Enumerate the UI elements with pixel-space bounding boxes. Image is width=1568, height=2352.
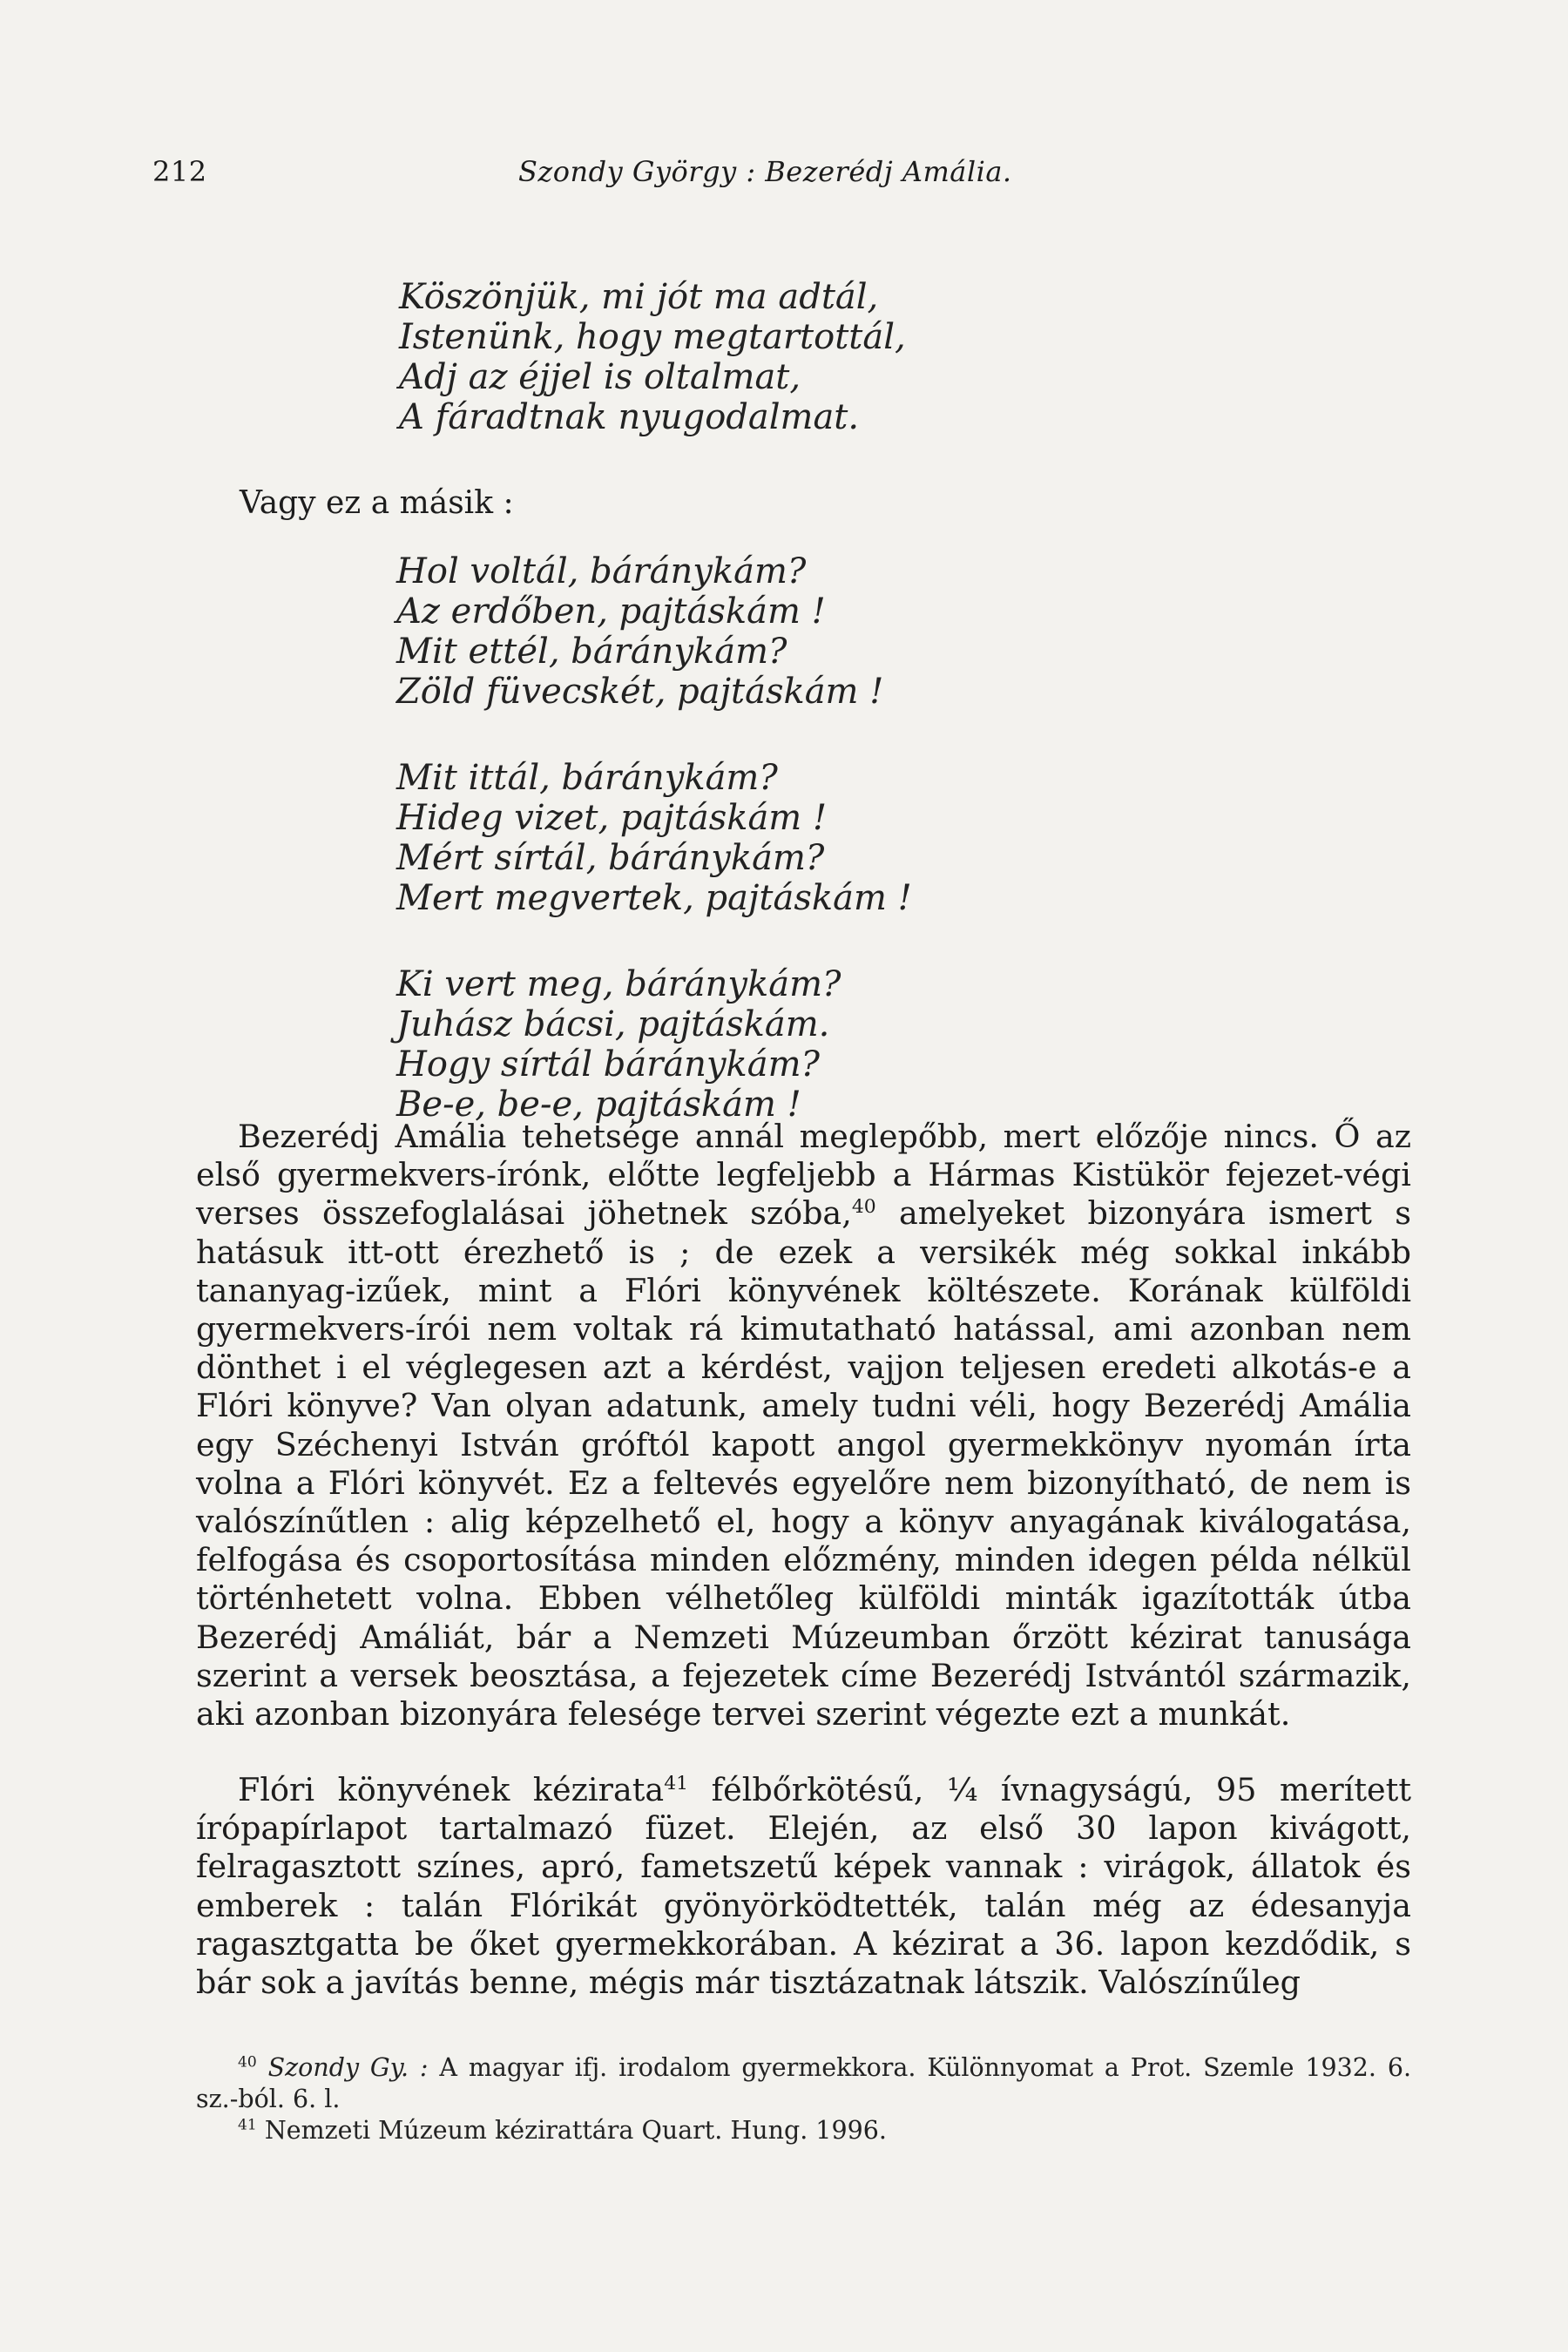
- footnote-number: 40: [238, 2053, 257, 2072]
- poem-prayer: [399, 277, 1183, 437]
- poem-line: Ki vert meg, báránykám?: [396, 964, 841, 1004]
- running-head: Szondy György : Bezerédj Amália.: [518, 155, 1012, 188]
- poem-stanza: [396, 758, 1180, 918]
- poem-line: Mért sírtál, báránykám?: [396, 838, 825, 878]
- page-number: 212: [152, 155, 207, 188]
- footnote-41: [196, 2115, 1411, 2146]
- footnote-number: 41: [238, 2116, 257, 2134]
- poem-line: A fáradtnak nyugodalmat.: [399, 397, 860, 437]
- poem-line: Mit ettél, báránykám?: [396, 632, 787, 672]
- poem-line: Zöld füvecskét, pajtáskám !: [396, 672, 884, 712]
- poem-line: Köszönjük, mi jót ma adtál,: [399, 277, 879, 317]
- poem-line: Adj az éjjel is oltalmat,: [399, 357, 801, 397]
- poem-stanza: [396, 964, 1180, 1125]
- poem-line: Hol voltál, báránykám?: [396, 551, 807, 591]
- body-paragraph: [196, 1771, 1411, 2002]
- poem-line: Mit ittál, báránykám?: [396, 758, 778, 798]
- intro-line: Vagy ez a másik :: [240, 485, 514, 521]
- footnote-ref: 40: [851, 1196, 876, 1219]
- page-header: [152, 155, 1398, 204]
- footnote-ref: 41: [664, 1772, 689, 1794]
- poem-line: Juhász bácsi, pajtáskám.: [396, 1004, 830, 1044]
- poem-line: Hogy sírtál báránykám?: [396, 1044, 820, 1085]
- paragraph-text: félbőrkötésű, ¼ ívnagyságú, 95 merített írópapírlapot tartalmazó füzet. Elején, az első 30 lapon kivágott, felragasztott színes, apró, fametszetű képek vannak : virágok, állatok és emberek : talán Flórikát gyönyörködtették, talán még az édesanyja ragasztgatta be őket gyermekkorában. A kézirat a 36. lapon kezdődik, s bár sok a javítás benne, mégis már tisztázatnak látszik. Valószínűleg: [196, 1771, 1411, 2002]
- poem-line: Mert megvertek, pajtáskám !: [396, 878, 912, 918]
- footnotes: [196, 2052, 1411, 2146]
- paragraph-text: amelyeket bizonyára ismert s hatásuk itt-ott érezhető is ; de ezek a versikék még sokkal inkább tananyag-izűek, mint a Flóri könyvének költészete. Korának külföldi gyermekvers-írói nem voltak rá kimutatható hatással, ami azonban nem dönthet i el véglegesen azt a kérdést, vajjon teljesen eredeti alkotás-e a Flóri könyve? Van olyan adatunk, amely tudni véli, hogy Bezerédj Amália egy Széchenyi István gróftól kapott angol gyermekkönyv nyomán írta volna a Flóri könyvét. Ez a feltevés egyelőre nem bizonyítható, de nem is valószínűtlen : alig képzelhető el, hogy a könyv anyagának kiválogatása, felfogása és csoportosítása minden előzmény, minden idegen példa nélkül történhetett volna. Ebben vélhetőleg külföldi minták igazították útba Bezerédj Amáliát, bár a Nemzeti Múzeumban őrzött kézirat tanusága szerint a versek beosztása, a fejezetek címe Bezerédj Istvántól származik, aki azonban bizonyára felesége tervei szerint végezte ezt a munkát.: [196, 1194, 1412, 1734]
- body-paragraph: [196, 1118, 1411, 1734]
- paragraph-text: Bezerédj Amália tehetsége annál meglepőbb, mert előzője nincs. Ő az első gyermekvers-írónk, előtte legfeljebb a Hármas Kistükör fejezet-végi verses összefoglalásai jöhetnek szóba,: [196, 1118, 1411, 1233]
- footnote-40: [196, 2052, 1411, 2115]
- footnote-text: A magyar ifj. irodalom gyermekkora. Különnyomat a Prot. Szemle 1932. 6. sz.-ból. 6. l.: [196, 2053, 1412, 2113]
- poem-line: Istenünk, hogy megtartottál,: [399, 317, 906, 357]
- footnote-text: Nemzeti Múzeum kézirattára Quart. Hung. 1996.: [256, 2116, 887, 2145]
- poem-line: Hideg vizet, pajtáskám !: [396, 798, 828, 838]
- poem-stanza: [396, 551, 1180, 712]
- poem-line: Az erdőben, pajtáskám !: [396, 591, 826, 632]
- paragraph-text: Flóri könyvének kézirata: [238, 1771, 665, 1808]
- footnote-author: Szondy Gy. :: [267, 2053, 429, 2082]
- poem-lamb: [396, 551, 1180, 1171]
- poem-line: Be-e, be-e, pajtáskám !: [396, 1085, 801, 1125]
